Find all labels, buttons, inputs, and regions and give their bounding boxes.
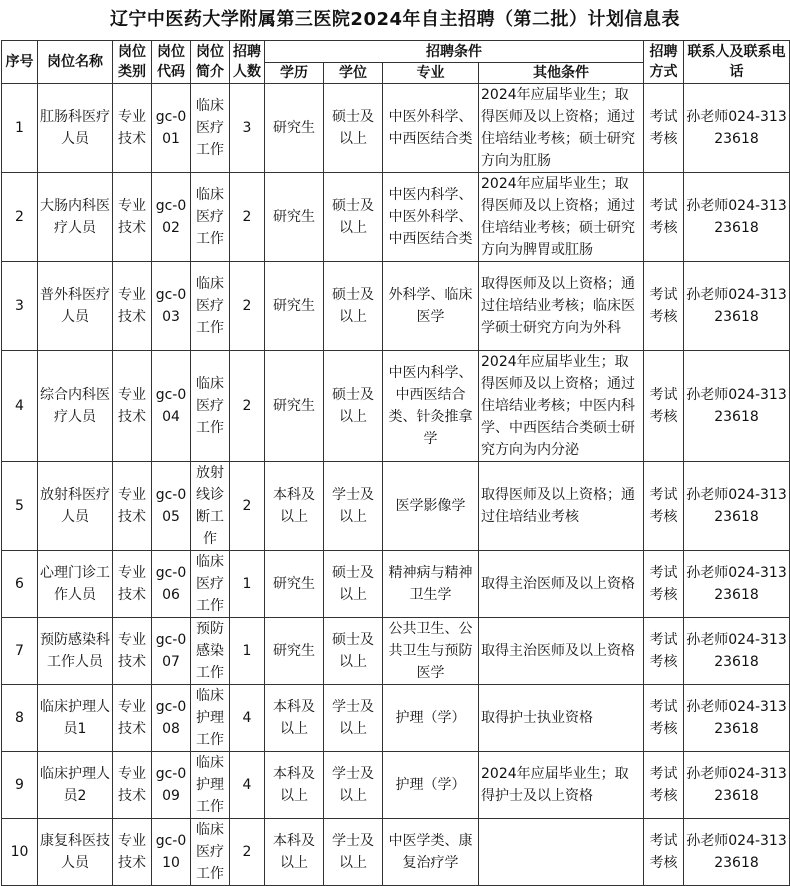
cell-contact: 孙老师024-31323618 (684, 685, 790, 752)
cell-post-category: 专业技术 (113, 262, 152, 351)
cell-contact: 孙老师024-31323618 (684, 819, 790, 886)
cell-count: 2 (230, 173, 265, 262)
cell-education: 本科及以上 (265, 752, 324, 819)
cell-post-category: 专业技术 (113, 84, 152, 173)
cell-count: 1 (230, 551, 265, 618)
table-row (2, 819, 790, 886)
header-post-name: 岗位名称 (38, 41, 113, 84)
cell-post-name: 普外科医疗人员 (38, 262, 113, 351)
cell-post-name: 肛肠科医疗人员 (38, 84, 113, 173)
cell-seq: 5 (2, 462, 38, 551)
cell-method: 考试考核 (644, 685, 684, 752)
cell-count: 2 (230, 351, 265, 462)
header-conditions: 招聘条件 (265, 41, 644, 63)
cell-method: 考试考核 (644, 351, 684, 462)
recruitment-table (1, 40, 790, 886)
header-count: 招聘人数 (230, 41, 265, 84)
cell-contact: 孙老师024-31323618 (684, 618, 790, 685)
cell-contact: 孙老师024-31323618 (684, 173, 790, 262)
cell-method: 考试考核 (644, 173, 684, 262)
cell-post-intro: 预防感染工作 (191, 618, 230, 685)
cell-other: 2024年应届毕业生；取得医师及以上资格；通过住培结业考核；硕士研究方向为脾胃或肛肠 (479, 173, 644, 262)
cell-degree: 学士及以上 (324, 752, 383, 819)
cell-major: 精神病与精神卫生学 (383, 551, 479, 618)
table-row (2, 262, 790, 351)
cell-post-code: gc-002 (152, 173, 191, 262)
cell-education: 研究生 (265, 173, 324, 262)
cell-degree: 硕士及以上 (324, 84, 383, 173)
cell-contact: 孙老师024-31323618 (684, 462, 790, 551)
cell-post-name: 临床护理人员2 (38, 752, 113, 819)
cell-post-category: 专业技术 (113, 173, 152, 262)
cell-post-name: 预防感染科工作人员 (38, 618, 113, 685)
cell-degree: 硕士及以上 (324, 262, 383, 351)
cell-method: 考试考核 (644, 752, 684, 819)
cell-other: 取得主治医师及以上资格 (479, 618, 644, 685)
cell-post-intro: 临床护理工作 (191, 685, 230, 752)
cell-method: 考试考核 (644, 84, 684, 173)
cell-post-name: 心理门诊工作人员 (38, 551, 113, 618)
cell-post-category: 专业技术 (113, 685, 152, 752)
header-post-intro: 岗位简介 (191, 41, 230, 84)
cell-post-intro: 临床护理工作 (191, 752, 230, 819)
cell-other: 取得主治医师及以上资格 (479, 551, 644, 618)
cell-other: 取得护士执业资格 (479, 685, 644, 752)
cell-count: 2 (230, 462, 265, 551)
cell-seq: 4 (2, 351, 38, 462)
header-degree: 学位 (324, 63, 383, 84)
cell-count: 2 (230, 819, 265, 886)
cell-major: 中医内科学、中西医结合类、针灸推拿学 (383, 351, 479, 462)
cell-degree: 硕士及以上 (324, 551, 383, 618)
cell-education: 本科及以上 (265, 685, 324, 752)
header-seq: 序号 (2, 41, 38, 84)
table-row (2, 685, 790, 752)
cell-post-category: 专业技术 (113, 462, 152, 551)
table-row (2, 618, 790, 685)
cell-post-code: gc-009 (152, 752, 191, 819)
cell-degree: 学士及以上 (324, 685, 383, 752)
cell-seq: 10 (2, 819, 38, 886)
cell-education: 本科及以上 (265, 819, 324, 886)
cell-seq: 9 (2, 752, 38, 819)
cell-method: 考试考核 (644, 462, 684, 551)
cell-post-name: 综合内科医疗人员 (38, 351, 113, 462)
cell-count: 4 (230, 685, 265, 752)
cell-major: 护理（学） (383, 685, 479, 752)
header-post-code: 岗位代码 (152, 41, 191, 84)
table-row (2, 84, 790, 173)
cell-major: 中医学类、康复治疗学 (383, 819, 479, 886)
cell-post-code: gc-007 (152, 618, 191, 685)
cell-post-code: gc-005 (152, 462, 191, 551)
cell-method: 考试考核 (644, 819, 684, 886)
cell-post-intro: 临床医疗工作 (191, 262, 230, 351)
cell-method: 考试考核 (644, 618, 684, 685)
cell-education: 研究生 (265, 618, 324, 685)
cell-major: 中医外科学、中西医结合类 (383, 84, 479, 173)
cell-contact: 孙老师024-31323618 (684, 262, 790, 351)
header-major: 专业 (383, 63, 479, 84)
cell-post-intro: 临床医疗工作 (191, 351, 230, 462)
cell-major: 外科学、临床医学 (383, 262, 479, 351)
cell-post-category: 专业技术 (113, 752, 152, 819)
cell-post-category: 专业技术 (113, 819, 152, 886)
cell-education: 研究生 (265, 551, 324, 618)
table-row (2, 462, 790, 551)
cell-other: 取得医师及以上资格；通过住培结业考核；临床医学硕士研究方向为外科 (479, 262, 644, 351)
cell-education: 本科及以上 (265, 462, 324, 551)
cell-seq: 7 (2, 618, 38, 685)
header-education: 学历 (265, 63, 324, 84)
cell-post-intro: 临床医疗工作 (191, 84, 230, 173)
cell-contact: 孙老师024-31323618 (684, 351, 790, 462)
cell-post-code: gc-004 (152, 351, 191, 462)
cell-post-name: 康复科医技人员 (38, 819, 113, 886)
table-body (2, 84, 790, 886)
cell-education: 研究生 (265, 262, 324, 351)
cell-major: 医学影像学 (383, 462, 479, 551)
cell-post-code: gc-010 (152, 819, 191, 886)
header-post-category: 岗位类别 (113, 41, 152, 84)
cell-count: 1 (230, 618, 265, 685)
table-row (2, 173, 790, 262)
cell-post-category: 专业技术 (113, 351, 152, 462)
cell-degree: 学士及以上 (324, 462, 383, 551)
cell-post-name: 大肠内科医疗人员 (38, 173, 113, 262)
cell-degree: 学士及以上 (324, 819, 383, 886)
cell-education: 研究生 (265, 84, 324, 173)
cell-seq: 3 (2, 262, 38, 351)
cell-major: 公共卫生、公共卫生与预防医学 (383, 618, 479, 685)
table-row (2, 551, 790, 618)
header-method: 招聘方式 (644, 41, 684, 84)
page-title: 辽宁中医药大学附属第三医院2024年自主招聘（第二批）计划信息表 (109, 9, 681, 30)
cell-seq: 8 (2, 685, 38, 752)
cell-other (479, 819, 644, 886)
cell-other: 2024年应届毕业生；取得护士及以上资格 (479, 752, 644, 819)
cell-post-code: gc-003 (152, 262, 191, 351)
cell-seq: 2 (2, 173, 38, 262)
header-contact: 联系人及联系电话 (684, 41, 790, 84)
cell-post-intro: 临床医疗工作 (191, 173, 230, 262)
cell-degree: 硕士及以上 (324, 173, 383, 262)
cell-major: 护理（学） (383, 752, 479, 819)
cell-post-category: 专业技术 (113, 551, 152, 618)
cell-post-intro: 放射线诊断工作 (191, 462, 230, 551)
cell-other: 取得医师及以上资格；通过住培结业考核 (479, 462, 644, 551)
cell-education: 研究生 (265, 351, 324, 462)
cell-post-name: 放射科医疗人员 (38, 462, 113, 551)
cell-major: 中医内科学、中医外科学、中西医结合类 (383, 173, 479, 262)
cell-method: 考试考核 (644, 262, 684, 351)
table-row (2, 752, 790, 819)
header-other: 其他条件 (479, 63, 644, 84)
cell-other: 2024年应届毕业生；取得医师及以上资格；通过住培结业考核；硕士研究方向为肛肠 (479, 84, 644, 173)
cell-post-category: 专业技术 (113, 618, 152, 685)
cell-degree: 硕士及以上 (324, 351, 383, 462)
cell-contact: 孙老师024-31323618 (684, 752, 790, 819)
cell-count: 4 (230, 752, 265, 819)
cell-seq: 6 (2, 551, 38, 618)
cell-count: 2 (230, 262, 265, 351)
cell-count: 3 (230, 84, 265, 173)
cell-seq: 1 (2, 84, 38, 173)
cell-post-name: 临床护理人员1 (38, 685, 113, 752)
cell-post-code: gc-006 (152, 551, 191, 618)
cell-other: 2024年应届毕业生；取得医师及以上资格；通过住培结业考核；中医内科学、中西医结合类硕士研究方向为内分泌 (479, 351, 644, 462)
table-row (2, 351, 790, 462)
cell-post-code: gc-001 (152, 84, 191, 173)
cell-post-intro: 临床医疗工作 (191, 551, 230, 618)
cell-contact: 孙老师024-31323618 (684, 551, 790, 618)
cell-degree: 硕士及以上 (324, 618, 383, 685)
cell-method: 考试考核 (644, 551, 684, 618)
cell-post-code: gc-008 (152, 685, 191, 752)
cell-post-intro: 临床医疗工作 (191, 819, 230, 886)
cell-contact: 孙老师024-31323618 (684, 84, 790, 173)
